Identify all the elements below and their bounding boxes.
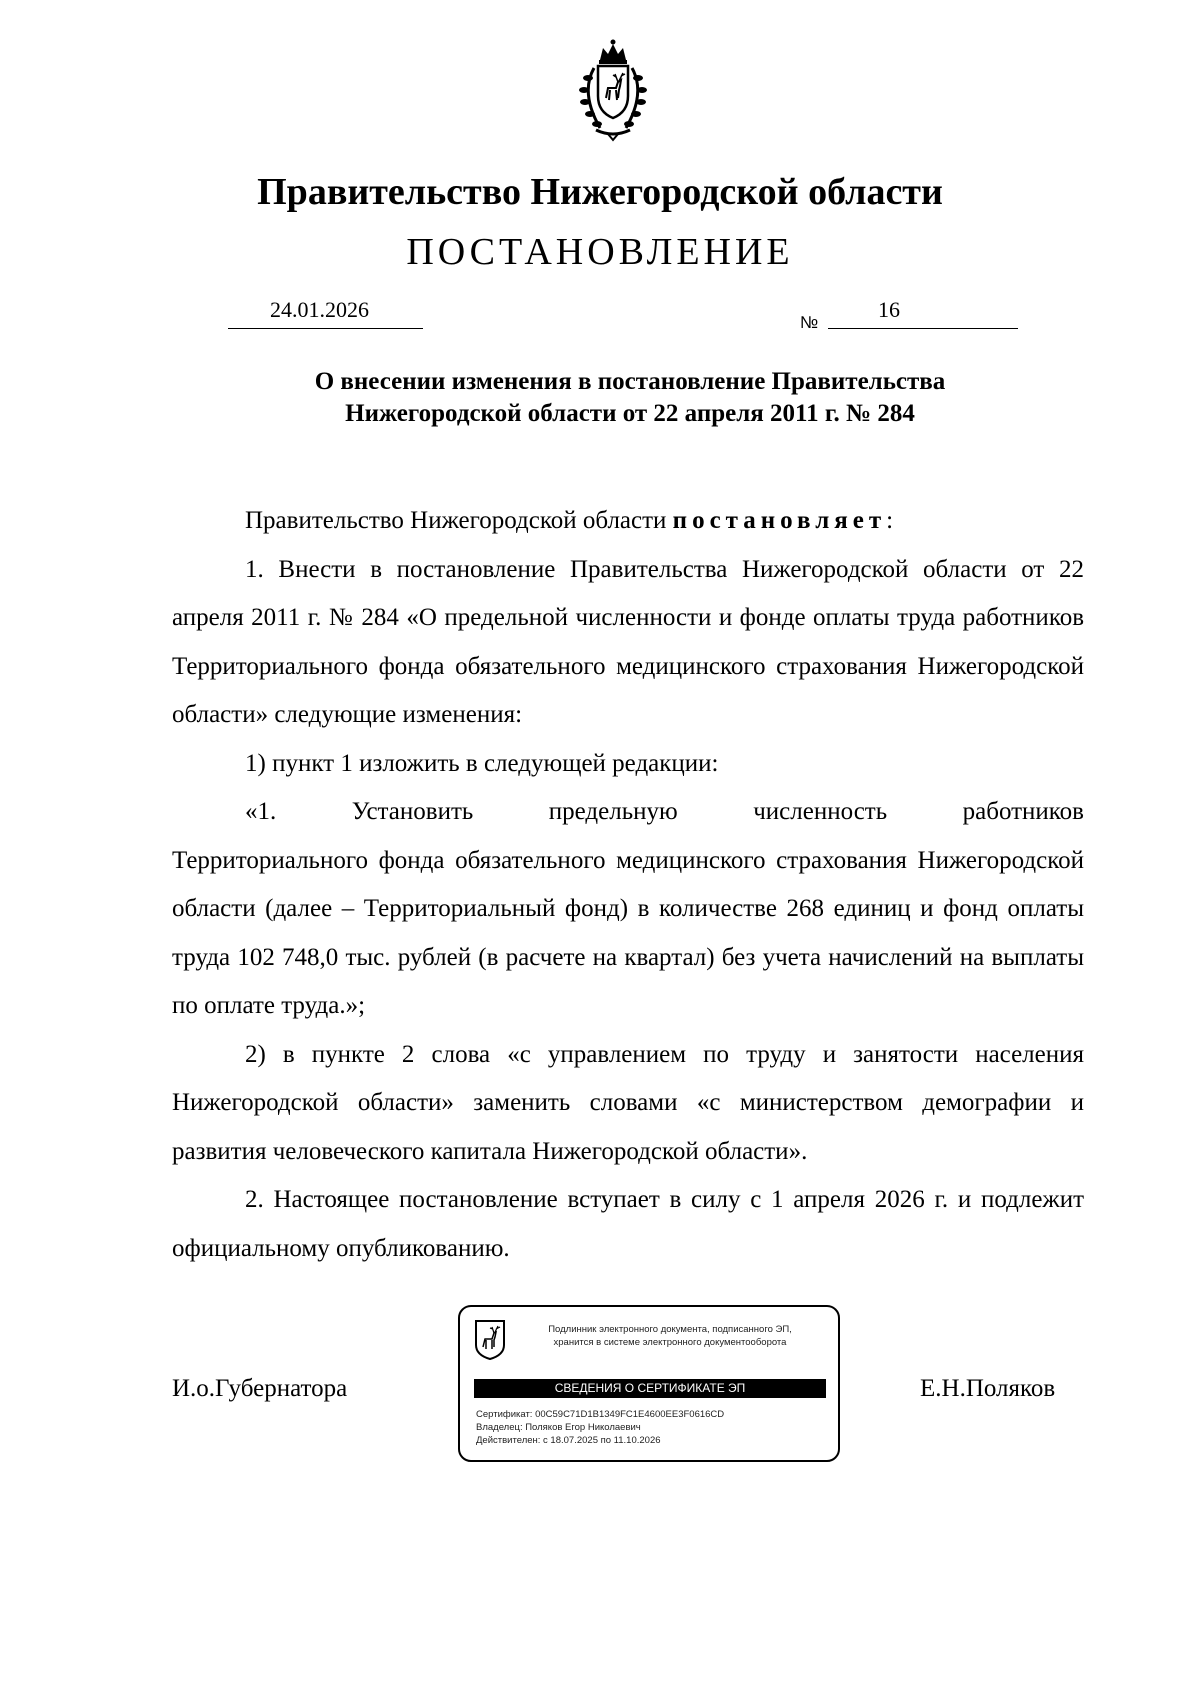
electronic-signature-stamp xyxy=(458,1305,840,1462)
subject-line-1: О внесении изменения в постановление Правительства xyxy=(314,368,946,395)
paragraph-1-1: 1) пункт 1 изложить в следующей редакции: xyxy=(245,749,719,777)
date-underline xyxy=(228,328,423,329)
signatory-name: Е.Н.Поляков xyxy=(920,1375,1056,1402)
paragraph-1-2: 2) в пункте 2 слова «с управлением по труду и занятости населения Нижегородской области» заменить словами «с министерством демографии и развития человеческого капитала Нижегородской области». xyxy=(172,1040,1084,1165)
subject-line-2: Нижегородской области от 22 апреля 2011 г. № 284 xyxy=(345,400,915,427)
document-subject xyxy=(200,366,1060,430)
preamble-end: : xyxy=(886,507,894,534)
deer-emblem-icon xyxy=(474,1319,506,1361)
paragraph-1: 1. Внести в постановление Правительства Нижегородской области от 22 апреля 2011 г. № 284 «О предельной численности и фонде оплаты труда работников Территориального фонда обязательного медицинского страхования Нижегородской области» следующие изменения: xyxy=(172,555,1084,728)
document-body xyxy=(172,497,1084,1273)
organization-title: Правительство Нижегородской области xyxy=(257,171,943,213)
preamble xyxy=(172,497,1084,546)
quote-first-line: «1. Установить предельную численность работников xyxy=(245,798,1084,825)
number-underline xyxy=(828,328,1018,329)
document-date: 24.01.2026 xyxy=(270,297,369,322)
coat-of-arms-icon xyxy=(570,38,656,142)
preamble-start: Правительство Нижегородской области xyxy=(245,507,673,534)
certificate-id: Сертификат: 00C59C71D1B1349FC1E4600EE3F0616CD xyxy=(476,1409,725,1420)
certificate-validity: Действителен: с 18.07.2025 по 11.10.2026 xyxy=(476,1435,661,1446)
stamp-header-line-1: Подлинник электронного документа, подписанного ЭП, xyxy=(548,1324,792,1335)
paragraph-1-1-quote xyxy=(172,788,1084,1031)
quote-rest: Территориального фонда обязательного медицинского страхования Нижегородской области (далее – Территориальный фонд) в количестве 268 единиц и фонд оплаты труда 102 748,0 тыс. рублей (в расчете на квартал) без учета начислений на выплаты по оплате труда.»; xyxy=(172,846,1084,1019)
certificate-info-bar: СВЕДЕНИЯ О СЕРТИФИКАТЕ ЭП xyxy=(474,1379,826,1398)
number-sign: № xyxy=(800,313,819,332)
document-number: 16 xyxy=(878,297,900,322)
stamp-header-line-2: хранится в системе электронного документооборота xyxy=(553,1337,787,1348)
stamp-header xyxy=(520,1323,820,1349)
preamble-verb: постановляет xyxy=(672,507,887,534)
certificate-owner: Владелец: Поляков Егор Николаевич xyxy=(476,1422,641,1433)
paragraph-2: 2. Настоящее постановление вступает в силу с 1 апреля 2026 г. и подлежит официальному опубликованию. xyxy=(172,1186,1084,1262)
document-type: ПОСТАНОВЛЕНИЕ xyxy=(406,231,794,273)
certificate-details xyxy=(476,1408,724,1447)
signatory-position: И.о.Губернатора xyxy=(172,1375,348,1402)
